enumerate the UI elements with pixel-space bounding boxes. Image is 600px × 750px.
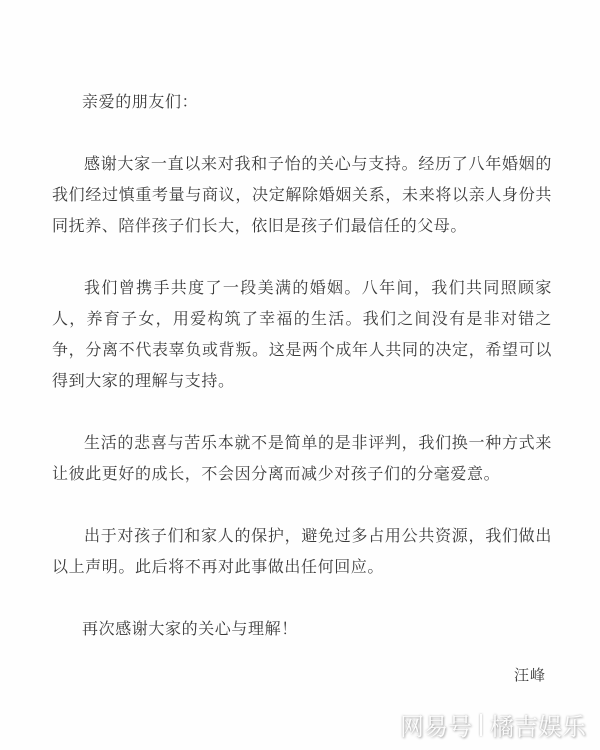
watermark (400, 707, 586, 742)
watermark-account: 橘吉娱乐 (490, 713, 586, 741)
letter-greeting: 亲爱的朋友们： (82, 92, 199, 111)
letter-paragraph-2: 我们曾携手共度了一段美满的婚姻。八年间，我们共同照顾家人，养育子女，用爱构筑了幸福的生活。我们之间没有是非对错之争，分离不代表辜负或背叛。这是两个成年人共同的决定，希望可以得到大家的理解与支持。 (52, 278, 552, 390)
letter-paragraph-1: 感谢大家一直以来对我和子怡的关心与支持。经历了八年婚姻的我们经过慎重考量与商议，决定解除婚姻关系，未来将以亲人身份共同抚养、陪伴孩子们长大，依旧是孩子们最信任的父母。 (52, 154, 552, 235)
watermark-divider (480, 714, 482, 736)
letter-signature: 汪峰 (513, 666, 546, 684)
letter-paragraph-4: 出于对孩子们和家人的保护，避免过多占用公共资源，我们做出以上声明。此后将不再对此事做出任何回应。 (52, 526, 552, 576)
letter-paragraph-3: 生活的悲喜与苦乐本就不是简单的是非评判，我们换一种方式来让彼此更好的成长，不会因分离而减少对孩子们的分毫爱意。 (52, 433, 552, 483)
statement-letter (52, 86, 552, 675)
watermark-site: 网易号 (400, 713, 472, 741)
letter-closing: 再次感谢大家的关心与理解！ (82, 619, 298, 638)
